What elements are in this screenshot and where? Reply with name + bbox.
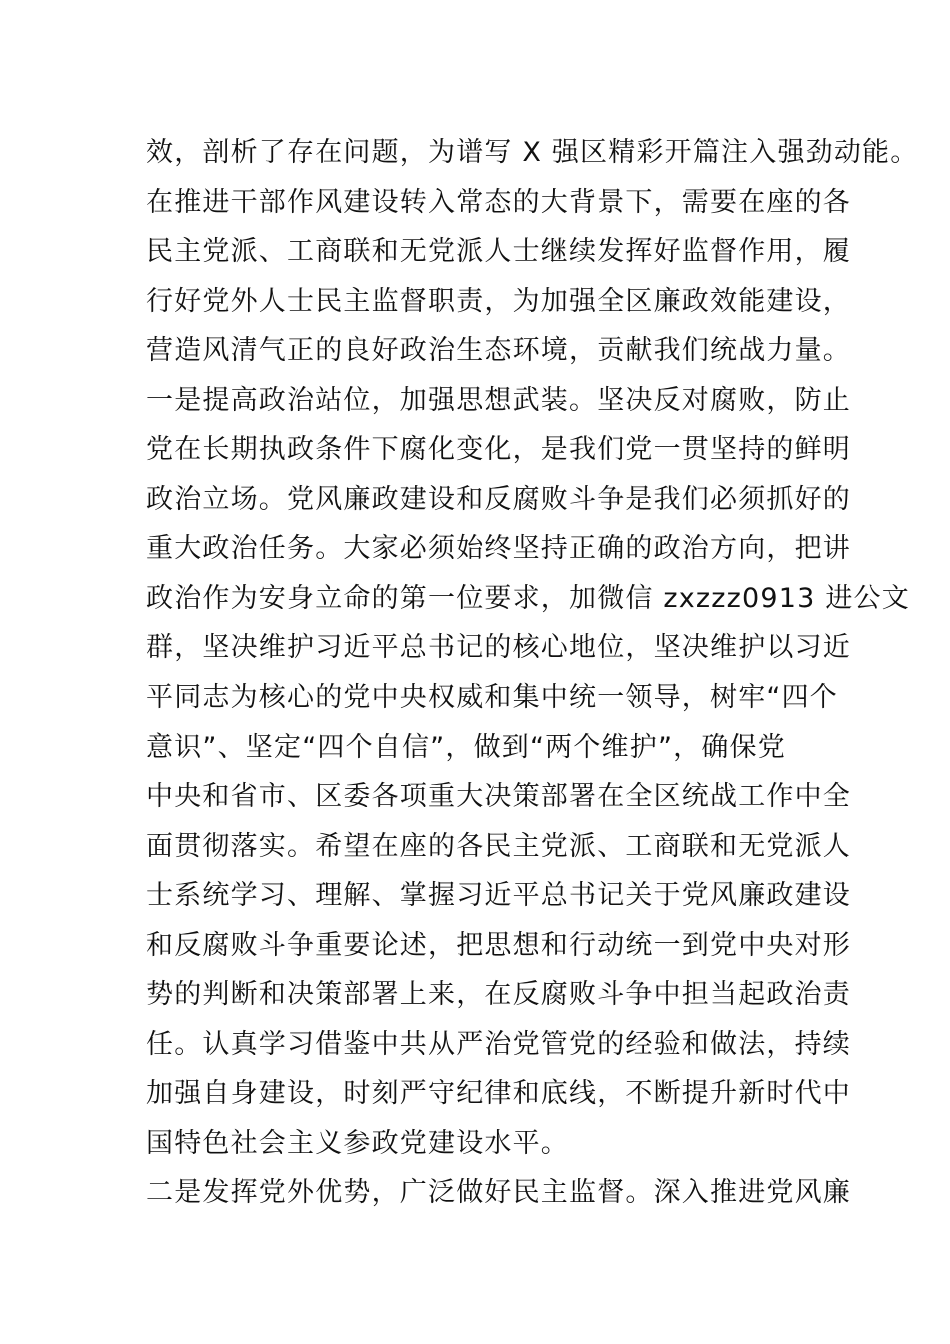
text-line: 中央和省市、区委各项重大决策部署在全区统战工作中全 [146, 781, 851, 813]
text-line: 民主党派、工商联和无党派人士继续发挥好监督作用，履 [146, 236, 851, 268]
text-line: 平同志为核心的党中央权威和集中统一领导，树牢“四个 [146, 682, 838, 714]
text-line: 政治立场。党风廉政建设和反腐败斗争是我们必须抓好的 [146, 483, 851, 515]
text-line: 在推进干部作风建设转入常态的大背景下，需要在座的各 [146, 186, 851, 218]
text-line: 政治作为安身立命的第一位要求，加微信 zxzzz0913 进公文 [146, 582, 910, 614]
text-line: 加强自身建设，时刻严守纪律和底线，不断提升新时代中 [146, 1078, 851, 1110]
text-line: 一是提高政治站位，加强思想武装。坚决反对腐败，防止 [146, 384, 851, 416]
text-line: 重大政治任务。大家必须始终坚持正确的政治方向，把讲 [146, 533, 851, 565]
text-line: 意识”、坚定“四个自信”，做到“两个维护”，确保党 [146, 731, 786, 763]
text-line: 营造风清气正的良好政治生态环境，贡献我们统战力量。 [146, 335, 851, 367]
text-line: 效，剖析了存在问题，为谱写 X 强区精彩开篇注入强劲动能。 [146, 137, 919, 168]
text-line: 国特色社会主义参政党建设水平。 [146, 1127, 569, 1159]
text-line: 行好党外人士民主监督职责，为加强全区廉政效能建设， [146, 285, 851, 317]
text-line: 面贯彻落实。希望在座的各民主党派、工商联和无党派人 [146, 830, 851, 862]
text-line: 和反腐败斗争重要论述，把思想和行动统一到党中央对形 [146, 929, 851, 961]
text-line: 党在长期执政条件下腐化变化，是我们党一贯坚持的鲜明 [146, 434, 851, 466]
text-line: 势的判断和决策部署上来，在反腐败斗争中担当起政治责 [146, 979, 851, 1011]
body-text [146, 128, 919, 1218]
text-line: 士系统学习、理解、掌握习近平总书记关于党风廉政建设 [146, 880, 851, 912]
text-line: 任。认真学习借鉴中共从严治党管党的经验和做法，持续 [146, 1028, 851, 1060]
text-line: 二是发挥党外优势，广泛做好民主监督。深入推进党风廉 [146, 1177, 851, 1209]
text-line: 群，坚决维护习近平总书记的核心地位，坚决维护以习近 [146, 632, 851, 664]
